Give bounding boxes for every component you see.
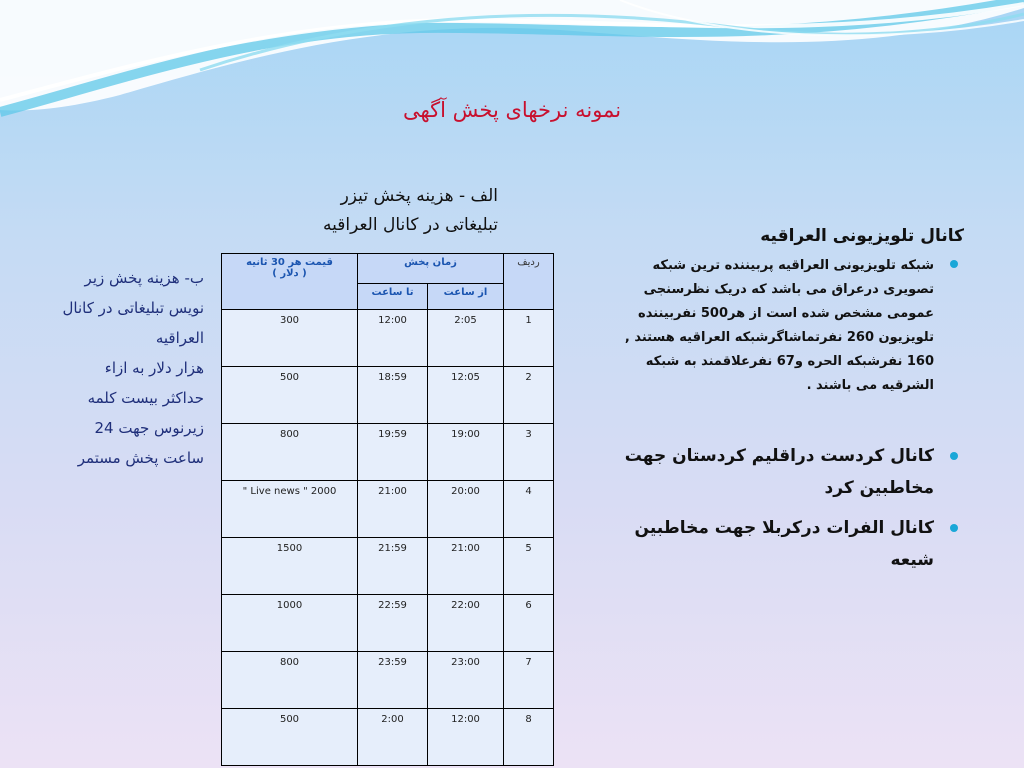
section-b-line: ب- هزینه پخش زیر — [84, 269, 204, 287]
cell-to-time: 21:00 — [358, 481, 428, 538]
section-b-line: هزار دلار به ازاء — [104, 359, 204, 377]
channel-text-line: شیعه — [890, 550, 934, 570]
cell-from-time: 23:00 — [428, 652, 504, 709]
cell-row-number: 2 — [504, 367, 554, 424]
table-row — [222, 367, 554, 424]
cell-price: " Live news " 2000 — [222, 481, 358, 538]
cell-from-time: 12:00 — [428, 709, 504, 766]
cell-row-number: 6 — [504, 595, 554, 652]
table-row — [222, 595, 554, 652]
channel-text-line: تصویری درعراق می باشد که دریک نظرسنجی — [643, 282, 934, 297]
channels-list — [598, 226, 964, 576]
cell-row-number: 7 — [504, 652, 554, 709]
section-a-line: تبلیغاتی در کانال العراقیه — [322, 215, 498, 235]
cell-price: 1500 — [222, 538, 358, 595]
cell-row-number: 8 — [504, 709, 554, 766]
cell-price: 500 — [222, 367, 358, 424]
channel-text-line: کانال الفرات درکربلا جهت مخاطبین — [634, 518, 934, 538]
section-b-line: ساعت پخش مستمر — [77, 449, 204, 467]
channel-item-iraqia — [598, 254, 964, 398]
cell-from-time: 20:00 — [428, 481, 504, 538]
section-b-line: زیرنوس جهت 24 — [94, 419, 204, 437]
section-a-caption — [230, 182, 498, 240]
channel-item-kurdsat — [598, 440, 964, 504]
bullet-icon — [950, 452, 958, 460]
table-row — [222, 709, 554, 766]
section-b-line: حداکثر بیست کلمه — [87, 389, 204, 407]
cell-from-time: 12:05 — [428, 367, 504, 424]
cell-price: 500 — [222, 709, 358, 766]
bullet-icon — [950, 524, 958, 532]
cell-to-time: 2:00 — [358, 709, 428, 766]
section-a-line: الف - هزینه پخش تیزر — [340, 186, 498, 206]
cell-to-time: 23:59 — [358, 652, 428, 709]
cell-to-time: 21:59 — [358, 538, 428, 595]
channel-text-line: 160 نفرشبکه الحره و67 نفرعلاقمند به شبکه — [645, 354, 934, 369]
cell-row-number: 4 — [504, 481, 554, 538]
header-to-time: تا ساعت — [358, 284, 428, 310]
cell-price: 800 — [222, 652, 358, 709]
cell-row-number: 5 — [504, 538, 554, 595]
cell-row-number: 1 — [504, 310, 554, 367]
table-row — [222, 481, 554, 538]
section-b-line: العراقیه — [155, 329, 204, 347]
header-from-time: از ساعت — [428, 284, 504, 310]
rates-table — [221, 253, 554, 766]
cell-from-time: 21:00 — [428, 538, 504, 595]
section-b-line: نویس تبلیغاتی در کانال — [62, 299, 204, 317]
cell-price: 1000 — [222, 595, 358, 652]
header-price-line: ( دلار ) — [272, 268, 307, 279]
channel-text-line: تلویزیون 260 نفرتماشاگرشبکه العراقیه هستند , — [624, 330, 934, 345]
cell-from-time: 19:00 — [428, 424, 504, 481]
channel-text-line: مخاطبین کرد — [824, 478, 934, 498]
channel-text-line: الشرقیه می باشند . — [806, 378, 934, 393]
slide-title: نمونه نرخهای پخش آگهی — [402, 98, 622, 122]
header-price-line: قیمت هر 30 ثانیه — [246, 257, 333, 268]
cell-from-time: 2:05 — [428, 310, 504, 367]
table-row — [222, 424, 554, 481]
channel-text-line: کانال کردست دراقلیم کردستان جهت — [624, 446, 934, 466]
header-row-number: ردیف — [504, 254, 554, 310]
table-row — [222, 310, 554, 367]
cell-from-time: 22:00 — [428, 595, 504, 652]
channel-text-line: عمومی مشخص شده است از هر500 نفربیننده — [638, 306, 934, 321]
channels-heading: کانال تلویزیونی العراقیه — [760, 226, 964, 246]
cell-to-time: 19:59 — [358, 424, 428, 481]
channel-text-line: شبکه تلویزیونی العراقیه پربیننده ترین شبکه — [652, 258, 934, 273]
cell-to-time: 18:59 — [358, 367, 428, 424]
cell-to-time: 22:59 — [358, 595, 428, 652]
header-price — [222, 254, 358, 310]
section-b-caption — [28, 263, 204, 473]
channel-item-alfurat — [598, 512, 964, 576]
table-row — [222, 538, 554, 595]
bullet-icon — [950, 260, 958, 268]
cell-row-number: 3 — [504, 424, 554, 481]
cell-to-time: 12:00 — [358, 310, 428, 367]
header-broadcast-time: زمان پخش — [358, 254, 504, 284]
cell-price: 300 — [222, 310, 358, 367]
cell-price: 800 — [222, 424, 358, 481]
table-row — [222, 652, 554, 709]
